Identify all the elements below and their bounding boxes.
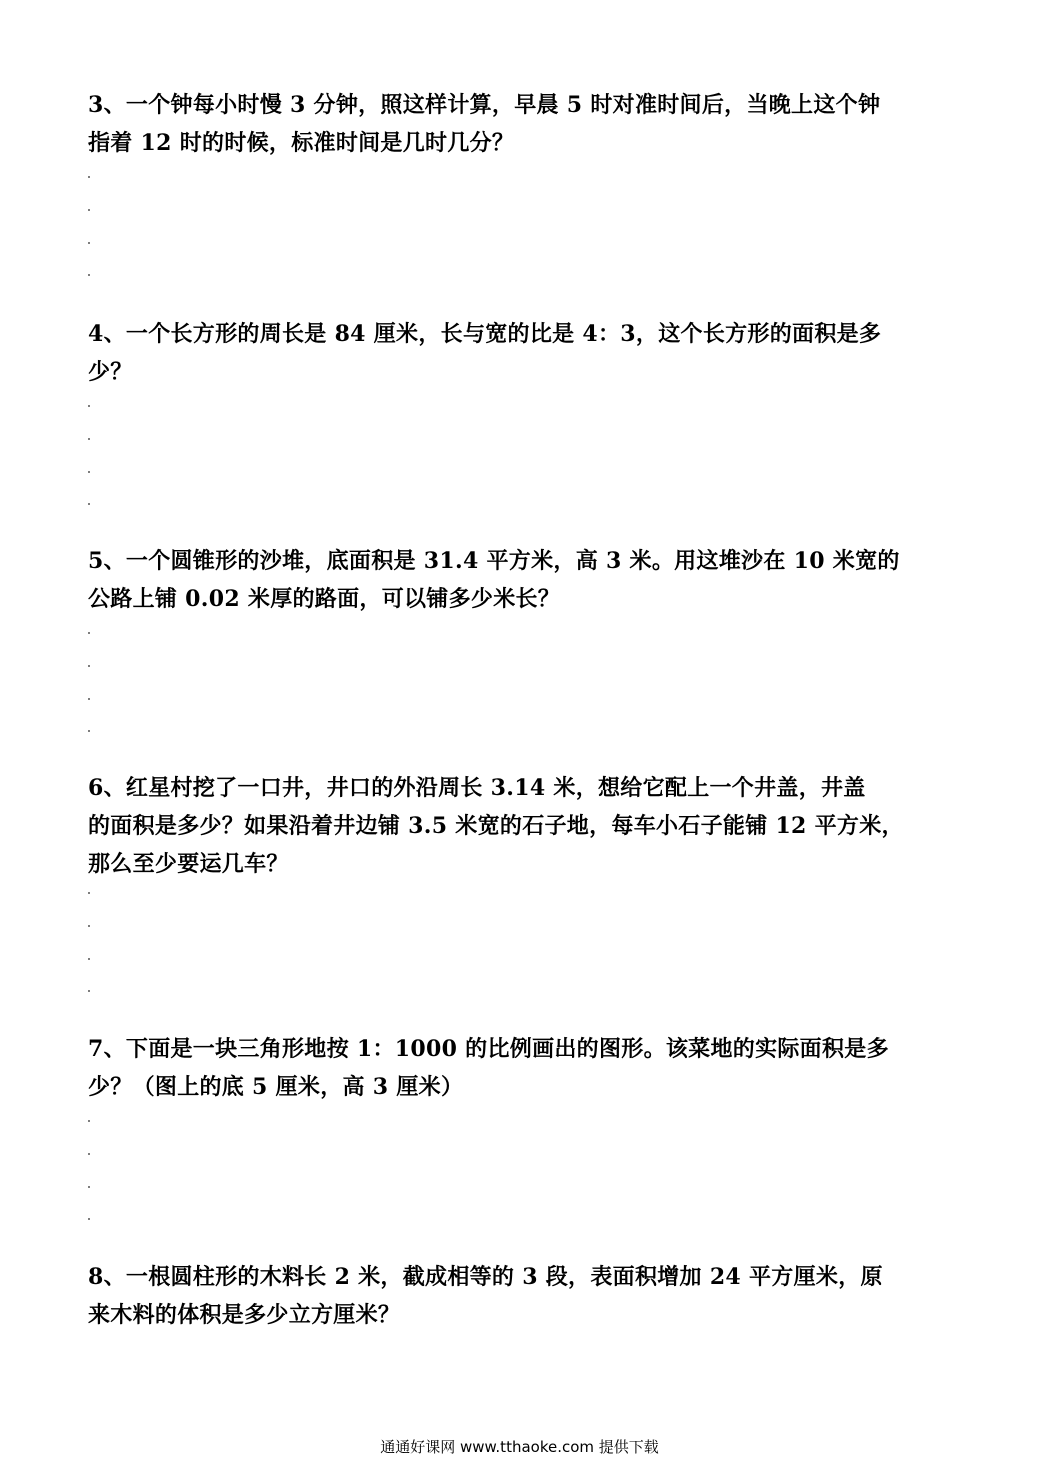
answer-dot (88, 730, 90, 732)
answer-space (88, 892, 94, 992)
question-line: 4、一个长方形的周长是 84 厘米，长与宽的比是 4：3，这个长方形的面积是多 (88, 321, 882, 347)
question-line: 指着 12 时的时候，标准时间是几时几分？ (88, 130, 515, 156)
question-line: 8、一根圆柱形的木料长 2 米，截成相等的 3 段，表面积增加 24 平方厘米，原 (88, 1264, 883, 1290)
answer-dot (88, 925, 90, 927)
answer-dot (88, 1218, 90, 1220)
answer-space (88, 632, 94, 732)
answer-space (88, 405, 94, 505)
answer-dot (88, 665, 90, 667)
answer-dot (88, 242, 90, 244)
question-line: 7、下面是一块三角形地按 1：1000 的比例画出的图形。该菜地的实际面积是多 (88, 1036, 889, 1062)
question-line: 那么至少要运几车？ (88, 851, 289, 877)
answer-dot (88, 209, 90, 211)
answer-dot (88, 1186, 90, 1188)
question-4 (88, 315, 963, 391)
question-line: 的面积是多少？如果沿着井边铺 3.5 米宽的石子地，每车小石子能铺 12 平方米， (88, 813, 904, 839)
question-3 (88, 86, 963, 162)
answer-dot (88, 176, 90, 178)
answer-dot (88, 438, 90, 440)
answer-dot (88, 471, 90, 473)
question-line: 5、一个圆锥形的沙堆，底面积是 31.4 平方米，高 3 米。用这堆沙在 10 米宽的 (88, 548, 900, 574)
answer-dot (88, 892, 90, 894)
answer-space (88, 1120, 94, 1220)
question-line: 来木料的体积是多少立方厘米？ (88, 1302, 401, 1328)
question-line: 少？（图上的底 5 厘米，高 3 厘米） (88, 1074, 464, 1100)
question-line: 3、一个钟每小时慢 3 分钟，照这样计算，早晨 5 时对准时间后，当晚上这个钟 (88, 92, 881, 118)
answer-dot (88, 990, 90, 992)
question-8 (88, 1258, 963, 1334)
answer-dot (88, 632, 90, 634)
answer-dot (88, 405, 90, 407)
footer-source-note: 通通好课网 www.tthaoke.com 提供下载 (380, 1438, 659, 1456)
question-line: 公路上铺 0.02 米厚的路面，可以铺多少米长？ (88, 586, 561, 612)
answer-dot (88, 958, 90, 960)
answer-dot (88, 698, 90, 700)
answer-dot (88, 274, 90, 276)
answer-dot (88, 503, 90, 505)
answer-dot (88, 1153, 90, 1155)
answer-space (88, 176, 94, 276)
answer-dot (88, 1120, 90, 1122)
question-6 (88, 769, 963, 883)
question-7 (88, 1030, 963, 1106)
question-line: 6、红星村挖了一口井，井口的外沿周长 3.14 米，想给它配上一个井盖，井盖 (88, 775, 866, 801)
question-line: 少？ (88, 359, 133, 385)
question-5 (88, 542, 963, 618)
